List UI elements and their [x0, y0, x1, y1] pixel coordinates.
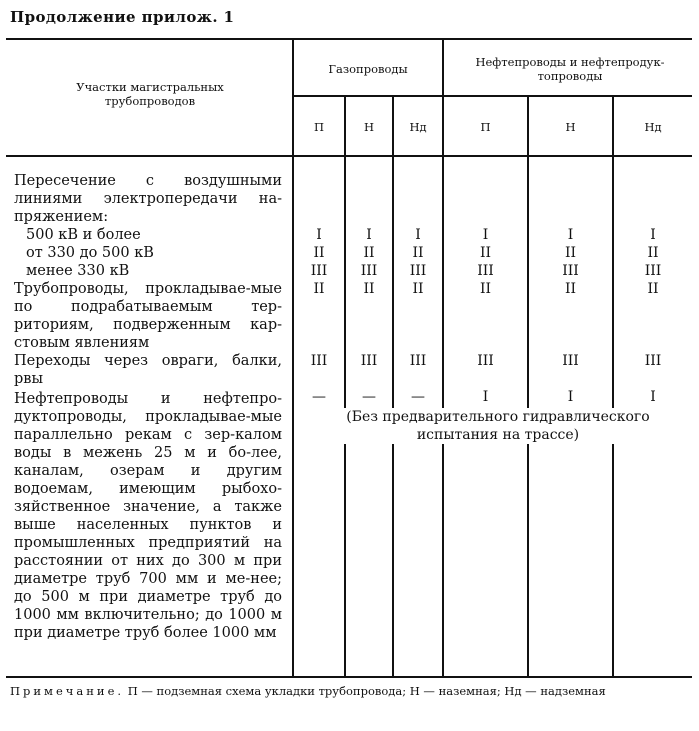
table-cell: II: [313, 281, 325, 297]
table-cell: III: [360, 353, 378, 369]
table-cell: I: [567, 227, 574, 243]
table-cell: I: [650, 227, 656, 243]
row-label: менее 330 кВ: [26, 263, 130, 279]
footnote: [10, 684, 690, 699]
column-divider: [392, 96, 394, 678]
table-cell: II: [412, 245, 424, 261]
table-cell: II: [647, 281, 659, 297]
table-cell: I: [366, 227, 372, 243]
row-label: 500 кВ и более: [26, 227, 141, 243]
table-cell: I: [650, 389, 656, 405]
table-cell: I: [482, 389, 489, 405]
table-cell: —: [411, 389, 425, 405]
table-cell: I: [482, 227, 489, 243]
subheader-p: П: [480, 120, 491, 134]
table-cell: II: [412, 281, 424, 297]
group-header-oil: Нефтепроводы и нефтепродук-топроводы: [475, 55, 665, 83]
row-label: от 330 до 500 кВ: [26, 245, 154, 261]
table-cell: III: [477, 263, 494, 279]
table-cell: III: [409, 263, 427, 279]
table-cell: I: [415, 227, 421, 243]
table-top-rule: [6, 38, 692, 40]
header-bottom-rule: [6, 155, 692, 157]
table-cell: III: [644, 353, 662, 369]
table-cell: II: [363, 245, 375, 261]
subheader-nd: Нд: [409, 120, 427, 134]
table-cell: I: [316, 227, 322, 243]
row-label: Переходы через овраги, балки, рвы: [14, 353, 282, 387]
table-cell: III: [409, 353, 427, 369]
table-cell: II: [647, 245, 659, 261]
row-label: Пересечение с воздушными линиями электропередачи на-пряжением:: [14, 173, 282, 225]
table-cell: III: [644, 263, 662, 279]
group-divider-rule: [292, 95, 692, 97]
table-cell: III: [477, 353, 494, 369]
table-cell: II: [313, 245, 325, 261]
group-header-gas: Газопроводы: [328, 62, 408, 76]
table-cell: II: [479, 281, 492, 297]
row-label: Нефтепроводы и нефтепро-дуктопроводы, прокладывае-мые параллельно рекам с зер-калом воды в межень 25 м и бо-лее, каналам, озерам и другим водоемам, имеющим рыбохо-зяйственное значение, а также выше населенных пунктов и промышленных предприятий на расстоянии от них до 300 м при диаметре труб 700 мм и ме-нее; до 500 м при диаметре труб до 1000 мм включительно; до 1000 м при диаметре труб более 1000 мм: [14, 391, 282, 641]
row-label: Трубопроводы, прокладывае-мые по подрабатываемым тер-риториям, подверженным кар-стовым явлениям: [14, 281, 282, 351]
subheader-p: П: [313, 120, 325, 134]
table-cell: II: [479, 245, 492, 261]
column-header-sections: Участки магистральных трубопроводов: [76, 80, 224, 108]
table-bottom-rule: [6, 676, 692, 678]
footnote-text: П — подземная схема укладки трубопровода; Н — наземная; Нд — надземная: [127, 684, 606, 698]
table-cell: III: [562, 263, 579, 279]
subheader-nd: Нд: [644, 120, 662, 134]
table-cell: I: [567, 389, 574, 405]
table-cell: —: [362, 389, 376, 405]
table-cell: II: [564, 281, 577, 297]
column-divider: [527, 96, 529, 678]
subheader-n: Н: [565, 120, 576, 134]
footnote-lead: Примечание.: [10, 684, 125, 698]
table-cell: —: [312, 389, 326, 405]
subheader-n: Н: [363, 120, 375, 134]
table-cell: III: [310, 353, 328, 369]
table-cell: II: [363, 281, 375, 297]
table-cell: III: [562, 353, 579, 369]
table-note: (Без предварительного гидравлического испытания на трассе): [308, 408, 688, 444]
table-cell: II: [564, 245, 577, 261]
column-divider: [612, 96, 614, 678]
column-divider: [344, 96, 346, 678]
table-cell: III: [360, 263, 378, 279]
table-cell: III: [310, 263, 328, 279]
page-title: Продолжение прилож. 1: [10, 8, 235, 26]
